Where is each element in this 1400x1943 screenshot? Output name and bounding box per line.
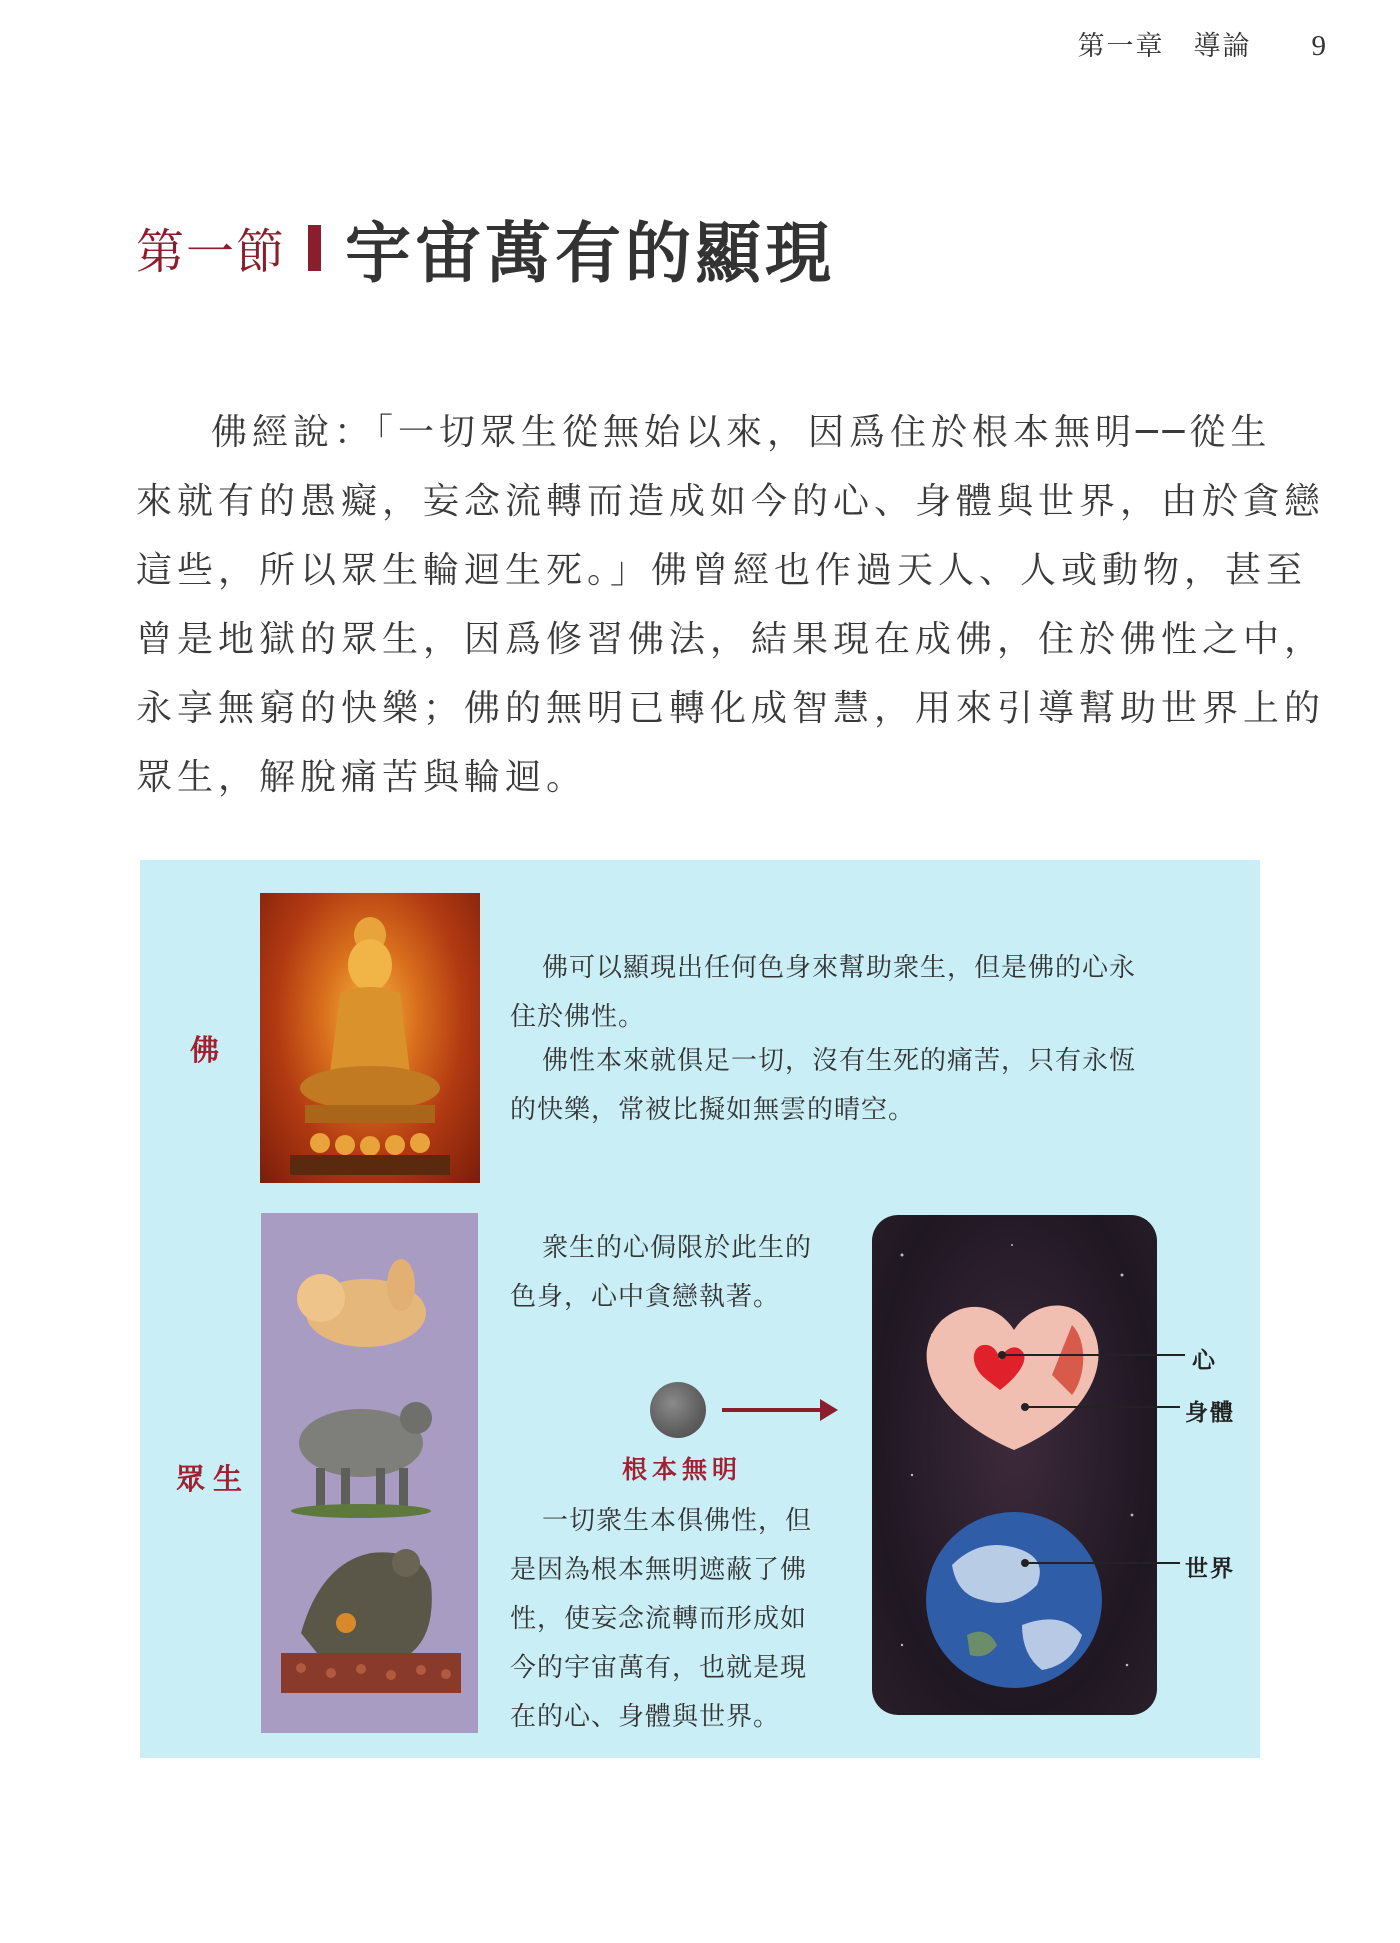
text-line: 是因為根本無明遮蔽了佛 [510,1555,808,1585]
text-line: 佛性本來就俱足一切，沒有生死的痛苦，只有永恆 [542,1046,1137,1076]
text-line: 的快樂，常被比擬如無雲的晴空。 [510,1095,916,1125]
chapter-title: 第一章 導論 [1077,31,1252,62]
label-buddha: 佛 [190,1033,220,1067]
label-root-ignorance: 根本無明 [622,1455,743,1484]
callout-body: 身體 [1185,1400,1235,1426]
section-heading [136,200,835,295]
baby-icon [297,1259,426,1347]
cosmos-photo [872,1215,1157,1715]
section-title: 宇宙萬有的顯現 [345,214,836,292]
text-line: 住於佛性。 [510,1002,646,1032]
root-ignorance-disk [650,1382,706,1438]
text-line: 今的宇宙萬有，也就是現 [510,1653,808,1683]
illustration-panel [140,860,1260,1758]
text-line: 色身，心中貪戀執著。 [510,1282,781,1312]
callout-mind: 心 [1192,1348,1215,1374]
body-line: 眾生，解脫痛苦與輪迴。 [136,757,588,798]
hell-being-icon [281,1549,461,1693]
label-sentient-beings: 眾生 [176,1462,251,1496]
text-line: 性，使妄念流轉而形成如 [510,1604,808,1634]
section-number: 第一節 [136,224,287,280]
earth-icon [926,1512,1102,1688]
text-line: 佛可以顯現出任何色身來幫助衆生，但是佛的心永 [542,953,1137,983]
callout-world: 世界 [1185,1556,1235,1582]
arrow-right-icon [720,1393,840,1427]
ignorance-text [510,1497,812,1742]
sentient-beings-photo [261,1213,478,1733]
text-line: 在的心、身體與世界。 [510,1702,781,1732]
body-line: 曾是地獄的眾生，因爲修習佛法，結果現在成佛，住於佛性之中， [136,619,1326,660]
beings-text [510,1224,812,1322]
text-line: 一切衆生本俱佛性，但 [542,1506,813,1536]
body-line: 永享無窮的快樂；佛的無明已轉化成智慧，用來引導幫助世界上的 [136,688,1326,729]
body-line: 這些，所以眾生輪迴生死。」佛曾經也作過天人、人或動物，甚至 [136,550,1308,591]
body-line: 來就有的愚癡，妄念流轉而造成如今的心、身體與世界，由於貪戀 [136,481,1326,522]
page-number: 9 [1311,30,1328,62]
text-line: 衆生的心侷限於此生的 [542,1233,813,1263]
buddha-statue-photo [260,893,480,1183]
body-line: 佛經說：「一切眾生從無始以來，因爲住於根本無明──從生 [211,412,1272,453]
running-header [1078,24,1329,63]
heart-body-icon [927,1306,1099,1450]
section-bar [308,225,321,271]
cow-icon [291,1402,432,1518]
buddha-statue-icon [260,893,480,1183]
buddha-text-2 [510,1037,1136,1135]
buddha-text-1 [510,944,1136,1042]
body-paragraph [136,398,1326,812]
